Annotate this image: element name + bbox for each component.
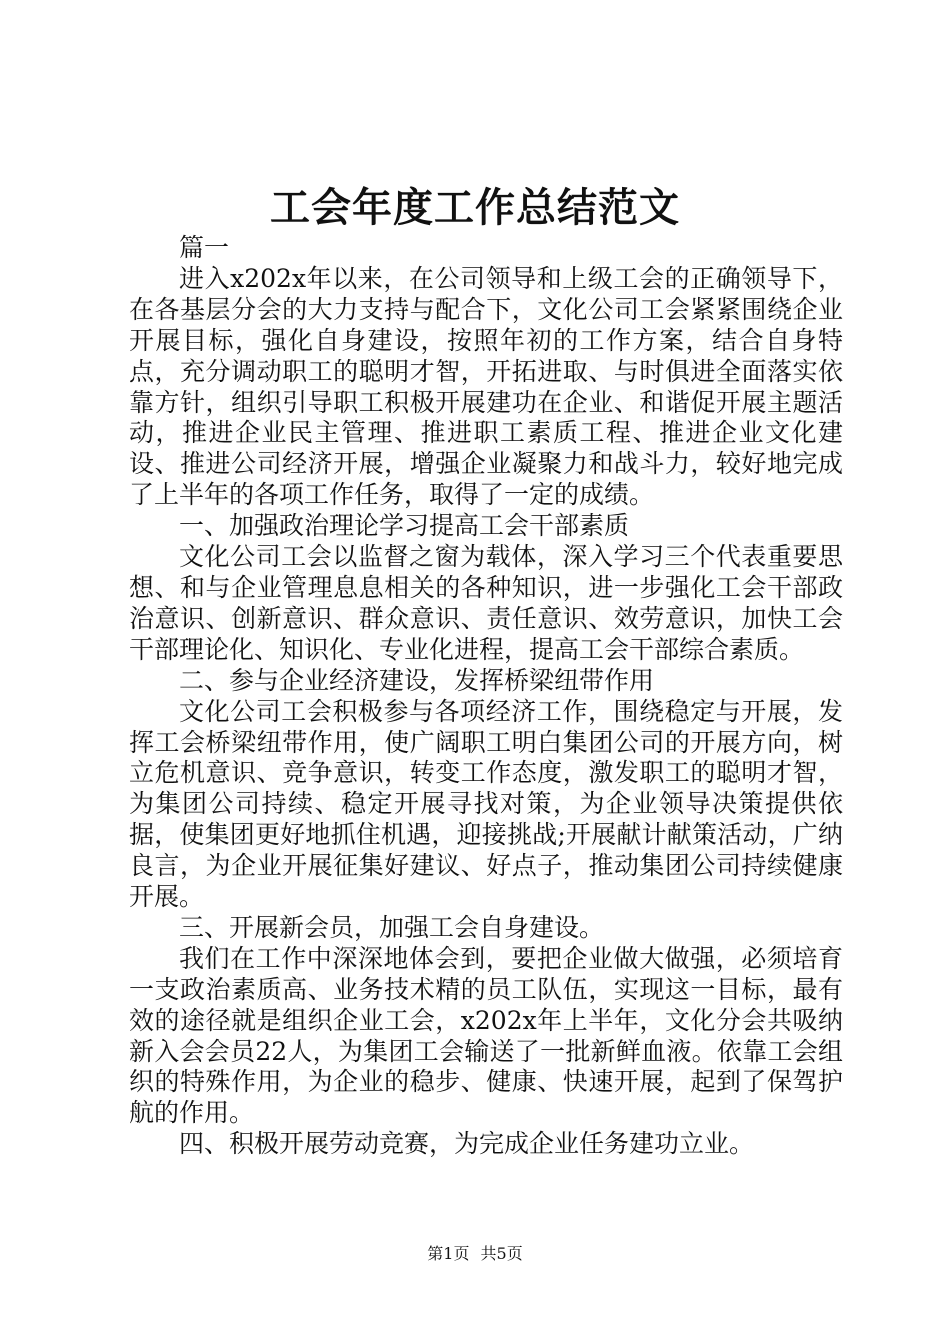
section-label: 篇一 [179, 233, 230, 262]
section-paragraph-1: 文化公司工会以监督之窗为载体，深入学习三个代表重要思想、和与企业管理息息相关的各种知识，进一步强化工会干部政治意识、创新意识、群众意识、责任意识、效劳意识，加快工会干部理论化、知识化、专业化进程，提高工会干部综合素质。 [129, 542, 843, 664]
section-heading-4: 四、积极开展劳动竞赛，为完成企业任务建功立业。 [179, 1129, 755, 1159]
document-body [129, 233, 843, 1160]
section-heading-3: 三、开展新会员，加强工会自身建设。 [179, 912, 605, 942]
page-number: 第1页 [427, 1244, 470, 1263]
section-paragraph-2: 文化公司工会积极参与各项经济工作，围绕稳定与开展，发挥工会桥梁纽带作用，使广阔职工明白集团公司的开展方向，树立危机意识、竞争意识，转变工作态度，激发职工的聪明才智，为集团公司持续、稳定开展寻找对策，为企业领导决策提供依据，使集团更好地抓住机遇，迎接挑战;开展献计献策活动，广纳良言，为企业开展征集好建议、好点子，推动集团公司持续健康开展。 [129, 696, 843, 912]
section-paragraph-3: 我们在工作中深深地体会到，要把企业做大做强，必须培育一支政治素质高、业务技术精的员工队伍，实现这一目标，最有效的途径就是组织企业工会，x202x年上半年，文化分会共吸纳新入会会员22人，为集团工会输送了一批新鲜血液。依靠工会组织的特殊作用，为企业的稳步、健康、快速开展，起到了保驾护航的作用。 [129, 943, 843, 1128]
document-title: 工会年度工作总结范文 [270, 184, 680, 231]
intro-paragraph: 进入x202x年以来，在公司领导和上级工会的正确领导下，在各基层分会的大力支持与配合下，文化公司工会紧紧围绕企业开展目标，强化自身建设，按照年初的工作方案，结合自身特点，充分调动职工的聪明才智，开拓进取、与时俱进全面落实依靠方针，组织引导职工积极开展建功在企业、和谐促开展主题活动，推进企业民主管理、推进职工素质工程、推进企业文化建设、推进公司经济开展，增强企业凝聚力和战斗力，较好地完成了上半年的各项工作任务，取得了一定的成绩。 [129, 263, 843, 510]
page-footer [0, 1243, 950, 1265]
page-total: 共5页 [480, 1244, 523, 1263]
section-heading-1: 一、加强政治理论学习提高工会干部素质 [179, 511, 630, 541]
section-heading-2: 二、参与企业经济建设，发挥桥梁纽带作用 [179, 665, 655, 695]
